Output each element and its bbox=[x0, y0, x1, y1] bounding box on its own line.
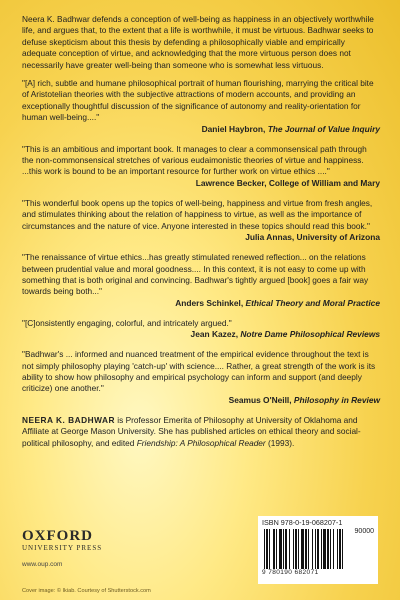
endorsement bbox=[22, 252, 380, 309]
endorser-publication: Ethical Theory and Moral Practice bbox=[245, 297, 380, 308]
author-name: NEERA K. BADHWAR bbox=[22, 414, 115, 425]
endorsement-quote: "This is an ambitious and important book. It manages to clear a commonsensical path through the non-commonsensical stretches of various eudaimonistic theories of virtue and happiness. ...this work is bound to be an important resource for further work on virtue ethics ...." bbox=[22, 143, 367, 177]
bio-text: is Professor Emerita of Philosophy at University of Oklahoma and Affiliate at George Mason University. She has published articles on ethical theory and social-political philosophy, and edited bbox=[22, 414, 361, 448]
endorser-name: Jean Kazez, bbox=[190, 329, 239, 340]
bio-text-end: (1993). bbox=[265, 437, 295, 448]
endorser-publication: Philosophy in Review bbox=[293, 394, 380, 405]
endorsement bbox=[22, 78, 380, 135]
endorsement bbox=[22, 318, 380, 340]
endorsement-quote: "This wonderful book opens up the topics of well-being, happiness and virtue from fresh angles, and stimulates thinking about the relation of happiness to virtue, as well as the importance of circumstances and the nature of vice. Anyone interested in these topics should read this book." bbox=[22, 197, 373, 231]
barcode-digits: 9 780190 682071 bbox=[262, 569, 319, 576]
endorsement-quote: "[C]onsistently engaging, colorful, and intricately argued." bbox=[22, 317, 232, 328]
endorsement-source bbox=[22, 395, 380, 406]
endorsement-quote: "The renaissance of virtue ethics...has greatly stimulated renewed reflection... on the relations between prudential value and moral goodness.... In this context, it is not easy to come up with something that is both original and convincing. Badhwar's tightly argued [book] goes a fair way towards being both..." bbox=[22, 252, 369, 297]
endorsement bbox=[22, 349, 380, 406]
publisher-logo bbox=[22, 528, 102, 568]
endorser-name: Anders Schinkel, bbox=[175, 297, 244, 308]
endorsement-source bbox=[22, 232, 380, 243]
endorsement-source bbox=[22, 329, 380, 340]
book-description: Neera K. Badhwar defends a conception of well-being as happiness in an objectively worthwhile life, and argues that, to the extent that a life is worthwhile, it must be virtuous. Badhwar seeks to defuse skepticism about this thesis by defending a philosophically viable and empirically adequate conception of virtue, and acknowledging that the more virtuous person does not necessarily have greater well-being than someone who is somewhat less virtuous. bbox=[22, 14, 374, 70]
author-bio bbox=[22, 415, 380, 449]
endorser-publication: The Journal of Value Inquiry bbox=[267, 123, 380, 134]
endorsement-quote: "[A] rich, subtle and humane philosophical portrait of human flourishing, marrying the critical bite of Aristotelian theories with the subjective attractions of modern accounts, and providing an exceptionally thoughtful discussion of the significance of autonomy and reality-orientation for human well-being...." bbox=[22, 78, 374, 123]
endorsement bbox=[22, 198, 380, 243]
endorser-publication: Notre Dame Philosophical Reviews bbox=[240, 329, 380, 340]
barcode-image bbox=[262, 529, 374, 569]
price-code: 90000 bbox=[354, 528, 374, 535]
endorsements bbox=[22, 78, 380, 406]
edited-book-title: Friendship: A Philosophical Reader bbox=[136, 437, 266, 448]
endorsement-source bbox=[22, 178, 380, 189]
publisher-name: OXFORD bbox=[22, 528, 93, 544]
cover-image-credit: Cover image: © Ikiab. Courtesy of Shutterstock.com bbox=[22, 588, 151, 594]
endorser-name: Seamus O'Neill, bbox=[228, 394, 292, 405]
endorser-name: Daniel Haybron, bbox=[201, 123, 266, 134]
endorsement-source bbox=[22, 124, 380, 135]
endorsement-quote: "Badhwar's ... informed and nuanced treatment of the empirical evidence throughout the text is not simply philosophy playing 'catch-up' with science.... Rather, a great strength of the work is its ability to show how philosophy and empirical psychology can inform and support (and deeply criticize) one another." bbox=[22, 349, 376, 394]
endorser-name: Lawrence Becker, College of William and Mary bbox=[195, 177, 380, 188]
endorsement bbox=[22, 144, 380, 189]
endorsement-source bbox=[22, 298, 380, 309]
barcode-panel bbox=[258, 516, 378, 584]
isbn-label: ISBN 978-0-19-068207-1 bbox=[262, 518, 343, 527]
publisher-url: www.oup.com bbox=[22, 561, 63, 568]
publisher-subtitle: UNIVERSITY PRESS bbox=[22, 544, 103, 552]
endorser-name: Julia Annas, University of Arizona bbox=[245, 232, 380, 243]
